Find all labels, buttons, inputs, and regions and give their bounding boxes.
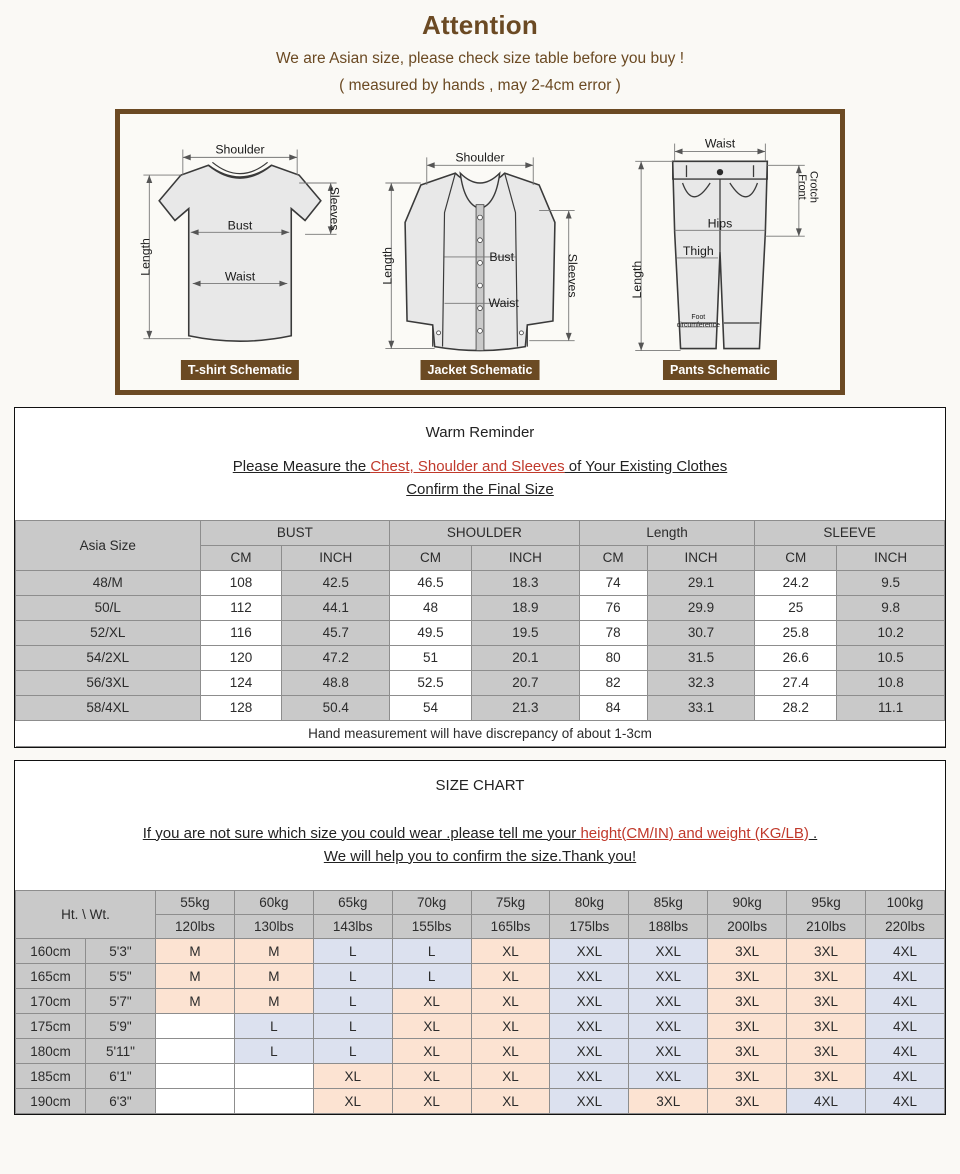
- measurement-cell: 48.8: [282, 670, 390, 695]
- tshirt-label-sleeves: Sleeves: [327, 186, 342, 231]
- unit-header-bust-inch: INCH: [282, 545, 390, 570]
- measurement-cell: 9.8: [837, 595, 945, 620]
- measurement-cell: 45.7: [282, 620, 390, 645]
- measurement-table-body: [16, 570, 945, 720]
- measurement-cell: 76: [579, 595, 647, 620]
- pants-label-crotch: Crotch: [807, 170, 820, 203]
- size-cell: 4XL: [866, 1089, 945, 1114]
- measurement-row-size: 48/M: [16, 570, 201, 595]
- jacket-label-bust: Bust: [489, 249, 515, 264]
- size-cell: XL: [471, 1014, 550, 1039]
- height-cm-cell: 160cm: [16, 939, 86, 964]
- measurement-cell: 20.7: [471, 670, 579, 695]
- size-cell: 4XL: [866, 1039, 945, 1064]
- measurement-error-notice: ( measured by hands , may 2-4cm error ): [339, 77, 621, 94]
- size-chart-title: SIZE CHART: [435, 776, 525, 794]
- weight-lbs-header: 120lbs: [156, 915, 235, 939]
- size-cell: [156, 1039, 235, 1064]
- weight-kg-header: 95kg: [787, 891, 866, 915]
- measurement-cell: 78: [579, 620, 647, 645]
- measurement-cell: 29.9: [647, 595, 755, 620]
- jacket-schematic-tag: Jacket Schematic: [421, 360, 540, 380]
- measurement-cell: 25: [755, 595, 837, 620]
- size-cell: L: [313, 989, 392, 1014]
- table-row: [16, 939, 945, 964]
- pants-schematic-tag: Pants Schematic: [663, 360, 777, 380]
- table-row: [16, 620, 945, 645]
- jacket-label-waist: Waist: [488, 296, 519, 311]
- group-header-shoulder: SHOULDER: [390, 520, 580, 545]
- size-cell: XXL: [550, 989, 629, 1014]
- unit-header-bust-cm: CM: [200, 545, 282, 570]
- size-cell: L: [392, 939, 471, 964]
- measurement-cell: 18.9: [471, 595, 579, 620]
- reminder-line1-highlight: Chest, Shoulder and Sleeves: [370, 458, 565, 475]
- size-cell: [156, 1089, 235, 1114]
- size-cell: XL: [392, 1089, 471, 1114]
- measurement-row-size: 50/L: [16, 595, 201, 620]
- weight-lbs-header: 130lbs: [234, 915, 313, 939]
- measurement-row-size: 52/XL: [16, 620, 201, 645]
- size-cell: M: [156, 964, 235, 989]
- measurement-cell: 124: [200, 670, 282, 695]
- reminder-line1-part1: Please Measure the: [232, 458, 371, 475]
- page-title: Attention: [422, 10, 538, 40]
- height-weight-corner-header: Ht. \ Wt.: [16, 891, 156, 939]
- table-row: [16, 1089, 945, 1114]
- size-cell: XL: [313, 1064, 392, 1089]
- measurement-cell: 128: [200, 695, 282, 720]
- weight-lbs-header: 210lbs: [787, 915, 866, 939]
- size-cell: 3XL: [787, 1014, 866, 1039]
- unit-header-length-inch: INCH: [647, 545, 755, 570]
- size-cell: [234, 1089, 313, 1114]
- height-cm-cell: 185cm: [16, 1064, 86, 1089]
- height-ft-cell: 6'3": [86, 1089, 156, 1114]
- pants-label-hips: Hips: [707, 216, 733, 231]
- size-cell: XXL: [550, 1089, 629, 1114]
- height-cm-cell: 165cm: [16, 964, 86, 989]
- size-cell: XXL: [550, 939, 629, 964]
- size-cell: 3XL: [787, 964, 866, 989]
- weight-lbs-header: 143lbs: [313, 915, 392, 939]
- table-row: [16, 1014, 945, 1039]
- size-cell: 3XL: [787, 939, 866, 964]
- size-cell: 4XL: [866, 1064, 945, 1089]
- height-ft-cell: 5'11": [86, 1039, 156, 1064]
- size-cell: 4XL: [866, 964, 945, 989]
- unit-header-shoulder-cm: CM: [390, 545, 472, 570]
- weight-kg-header: 65kg: [313, 891, 392, 915]
- size-cell: M: [156, 939, 235, 964]
- weight-kg-header-row: [16, 891, 945, 915]
- pants-schematic: [600, 114, 840, 390]
- measurement-cell: 54: [390, 695, 472, 720]
- weight-kg-header: 75kg: [471, 891, 550, 915]
- weight-lbs-header: 188lbs: [629, 915, 708, 939]
- measurement-cell: 116: [200, 620, 282, 645]
- weight-kg-header: 85kg: [629, 891, 708, 915]
- weight-lbs-header-row: [16, 915, 945, 939]
- measurement-footnote: Hand measurement will have discrepancy of about 1-3cm: [16, 720, 945, 746]
- weight-kg-header: 80kg: [550, 891, 629, 915]
- measurement-cell: 26.6: [755, 645, 837, 670]
- pants-label-foot-circumference-1: Foot: [691, 314, 706, 322]
- unit-header-sleeve-cm: CM: [755, 545, 837, 570]
- table-row: [16, 964, 945, 989]
- unit-header-shoulder-inch: INCH: [471, 545, 579, 570]
- unit-header-length-cm: CM: [579, 545, 647, 570]
- height-ft-cell: 6'1": [86, 1064, 156, 1089]
- weight-kg-header: 55kg: [156, 891, 235, 915]
- measurement-cell: 10.5: [837, 645, 945, 670]
- measurement-cell: 82: [579, 670, 647, 695]
- pants-label-thigh: Thigh: [682, 243, 714, 258]
- size-cell: L: [313, 1039, 392, 1064]
- weight-kg-header: 90kg: [708, 891, 787, 915]
- measurement-cell: 42.5: [282, 570, 390, 595]
- size-cell: XXL: [550, 1039, 629, 1064]
- measurement-footnote-row: [16, 720, 945, 746]
- unit-header-sleeve-inch: INCH: [837, 545, 945, 570]
- size-cell: XL: [471, 939, 550, 964]
- size-cell: L: [313, 1014, 392, 1039]
- size-cell: XXL: [629, 1039, 708, 1064]
- size-cell: L: [313, 964, 392, 989]
- measurement-cell: 46.5: [390, 570, 472, 595]
- measurement-cell: 29.1: [647, 570, 755, 595]
- height-cm-cell: 175cm: [16, 1014, 86, 1039]
- measurement-cell: 25.8: [755, 620, 837, 645]
- group-header-sleeve: SLEEVE: [755, 520, 945, 545]
- attention-header: [0, 0, 960, 95]
- size-cell: 4XL: [866, 1014, 945, 1039]
- size-cell: XXL: [629, 989, 708, 1014]
- measurement-cell: 49.5: [390, 620, 472, 645]
- reminder-line1-part2: of Your Existing Clothes: [564, 458, 728, 475]
- height-cm-cell: 190cm: [16, 1089, 86, 1114]
- measurement-cell: 52.5: [390, 670, 472, 695]
- sizechart-line1-part1: If you are not sure which size you could wear .please tell me your: [142, 824, 581, 842]
- sizechart-line1-highlight: height(CM/IN) and weight (KG/LB): [580, 824, 809, 842]
- size-cell: 3XL: [708, 989, 787, 1014]
- size-cell: [156, 1064, 235, 1089]
- tshirt-label-bust: Bust: [227, 218, 253, 233]
- size-cell: L: [392, 964, 471, 989]
- size-cell: 3XL: [708, 939, 787, 964]
- size-cell: 3XL: [787, 1064, 866, 1089]
- weight-kg-header: 60kg: [234, 891, 313, 915]
- table-row: [16, 1064, 945, 1089]
- size-cell: XXL: [629, 964, 708, 989]
- size-cell: [156, 1014, 235, 1039]
- measurement-cell: 112: [200, 595, 282, 620]
- measurement-cell: 21.3: [471, 695, 579, 720]
- size-cell: XXL: [550, 1064, 629, 1089]
- size-cell: M: [234, 939, 313, 964]
- size-cell: L: [234, 1014, 313, 1039]
- table-row: [16, 670, 945, 695]
- height-ft-cell: 5'9": [86, 1014, 156, 1039]
- size-cell: XXL: [550, 964, 629, 989]
- measurement-cell: 80: [579, 645, 647, 670]
- size-cell: 3XL: [708, 964, 787, 989]
- size-cell: M: [234, 989, 313, 1014]
- measurement-cell: 84: [579, 695, 647, 720]
- weight-lbs-header: 200lbs: [708, 915, 787, 939]
- size-cell: 4XL: [866, 989, 945, 1014]
- weight-kg-header: 100kg: [866, 891, 945, 915]
- size-cell: XXL: [629, 939, 708, 964]
- size-cell: M: [234, 964, 313, 989]
- size-cell: XL: [392, 1064, 471, 1089]
- measurement-table: [15, 520, 945, 747]
- measurement-corner-header: Asia Size: [16, 520, 201, 570]
- pants-label-waist: Waist: [704, 136, 736, 151]
- measurement-group-header-row: [16, 520, 945, 545]
- measurement-cell: 27.4: [755, 670, 837, 695]
- size-cell: 3XL: [787, 989, 866, 1014]
- measurement-cell: 31.5: [647, 645, 755, 670]
- size-chart-note: [15, 794, 945, 891]
- tshirt-label-waist: Waist: [224, 269, 256, 284]
- measurement-cell: 47.2: [282, 645, 390, 670]
- size-cell: 3XL: [708, 1089, 787, 1114]
- table-row: [16, 595, 945, 620]
- measurement-cell: 18.3: [471, 570, 579, 595]
- measurement-cell: 50.4: [282, 695, 390, 720]
- size-cell: XL: [471, 1064, 550, 1089]
- measurement-cell: 20.1: [471, 645, 579, 670]
- pants-label-length: Length: [630, 260, 645, 299]
- measurement-cell: 11.1: [837, 695, 945, 720]
- height-cm-cell: 170cm: [16, 989, 86, 1014]
- weight-lbs-header: 165lbs: [471, 915, 550, 939]
- height-ft-cell: 5'3": [86, 939, 156, 964]
- group-header-bust: BUST: [200, 520, 390, 545]
- tshirt-label-shoulder: Shoulder: [215, 142, 265, 157]
- pants-label-foot-circumference-2: circumference: [676, 321, 720, 329]
- measurement-cell: 19.5: [471, 620, 579, 645]
- size-cell: XL: [392, 1014, 471, 1039]
- height-weight-table: [15, 890, 945, 1114]
- size-cell: XL: [471, 989, 550, 1014]
- measurement-cell: 120: [200, 645, 282, 670]
- size-cell: XXL: [550, 1014, 629, 1039]
- sizechart-line2: We will help you to confirm the size.Thank you!: [323, 847, 637, 865]
- measurement-cell: 44.1: [282, 595, 390, 620]
- weight-lbs-header: 175lbs: [550, 915, 629, 939]
- size-cell: 4XL: [866, 939, 945, 964]
- measurement-cell: 28.2: [755, 695, 837, 720]
- table-row: [16, 570, 945, 595]
- table-row: [16, 1039, 945, 1064]
- pants-label-front: Front: [795, 174, 808, 200]
- size-cell: 3XL: [708, 1039, 787, 1064]
- sizechart-line1-part2: .: [808, 824, 818, 842]
- group-header-length: Length: [579, 520, 755, 545]
- height-ft-cell: 5'5": [86, 964, 156, 989]
- measurement-cell: 33.1: [647, 695, 755, 720]
- warm-reminder-panel: [14, 407, 946, 748]
- weight-lbs-header: 155lbs: [392, 915, 471, 939]
- warm-reminder-note: [15, 441, 945, 520]
- size-cell: XXL: [629, 1014, 708, 1039]
- jacket-label-shoulder: Shoulder: [455, 150, 505, 165]
- size-cell: XL: [471, 1039, 550, 1064]
- measurement-cell: 48: [390, 595, 472, 620]
- measurement-cell: 32.3: [647, 670, 755, 695]
- measurement-cell: 108: [200, 570, 282, 595]
- size-cell: XL: [392, 989, 471, 1014]
- measurement-cell: 24.2: [755, 570, 837, 595]
- measurement-cell: 9.5: [837, 570, 945, 595]
- measurement-row-size: 54/2XL: [16, 645, 201, 670]
- table-row: [16, 989, 945, 1014]
- size-cell: 3XL: [708, 1064, 787, 1089]
- measurement-row-size: 56/3XL: [16, 670, 201, 695]
- measurement-cell: 10.2: [837, 620, 945, 645]
- size-cell: 4XL: [787, 1089, 866, 1114]
- table-row: [16, 645, 945, 670]
- tshirt-label-length: Length: [138, 238, 153, 276]
- size-cell: XL: [392, 1039, 471, 1064]
- tshirt-schematic-tag: T-shirt Schematic: [181, 360, 299, 380]
- height-cm-cell: 180cm: [16, 1039, 86, 1064]
- jacket-label-length: Length: [380, 246, 395, 285]
- size-cell: 3XL: [787, 1039, 866, 1064]
- size-cell: L: [313, 939, 392, 964]
- size-cell: L: [234, 1039, 313, 1064]
- size-cell: XXL: [629, 1064, 708, 1089]
- height-ft-cell: 5'7": [86, 989, 156, 1014]
- size-cell: [234, 1064, 313, 1089]
- asian-size-notice: We are Asian size, please check size table before you buy !: [275, 50, 685, 67]
- tshirt-schematic: [120, 114, 360, 390]
- jacket-schematic: [360, 114, 600, 390]
- size-cell: XL: [313, 1089, 392, 1114]
- table-row: [16, 695, 945, 720]
- weight-lbs-header: 220lbs: [866, 915, 945, 939]
- measurement-cell: 30.7: [647, 620, 755, 645]
- schematics-box: [115, 109, 845, 395]
- measurement-cell: 74: [579, 570, 647, 595]
- size-cell: XL: [471, 964, 550, 989]
- size-cell: XL: [471, 1089, 550, 1114]
- measurement-cell: 10.8: [837, 670, 945, 695]
- measurement-cell: 51: [390, 645, 472, 670]
- weight-kg-header: 70kg: [392, 891, 471, 915]
- size-cell: 3XL: [629, 1089, 708, 1114]
- jacket-label-sleeves: Sleeves: [565, 253, 580, 298]
- reminder-line2: Confirm the Final Size: [406, 481, 554, 499]
- size-cell: 3XL: [708, 1014, 787, 1039]
- height-weight-table-body: [16, 939, 945, 1114]
- warm-reminder-title: Warm Reminder: [425, 424, 535, 441]
- size-chart-panel: [14, 760, 946, 1116]
- measurement-row-size: 58/4XL: [16, 695, 201, 720]
- size-cell: M: [156, 989, 235, 1014]
